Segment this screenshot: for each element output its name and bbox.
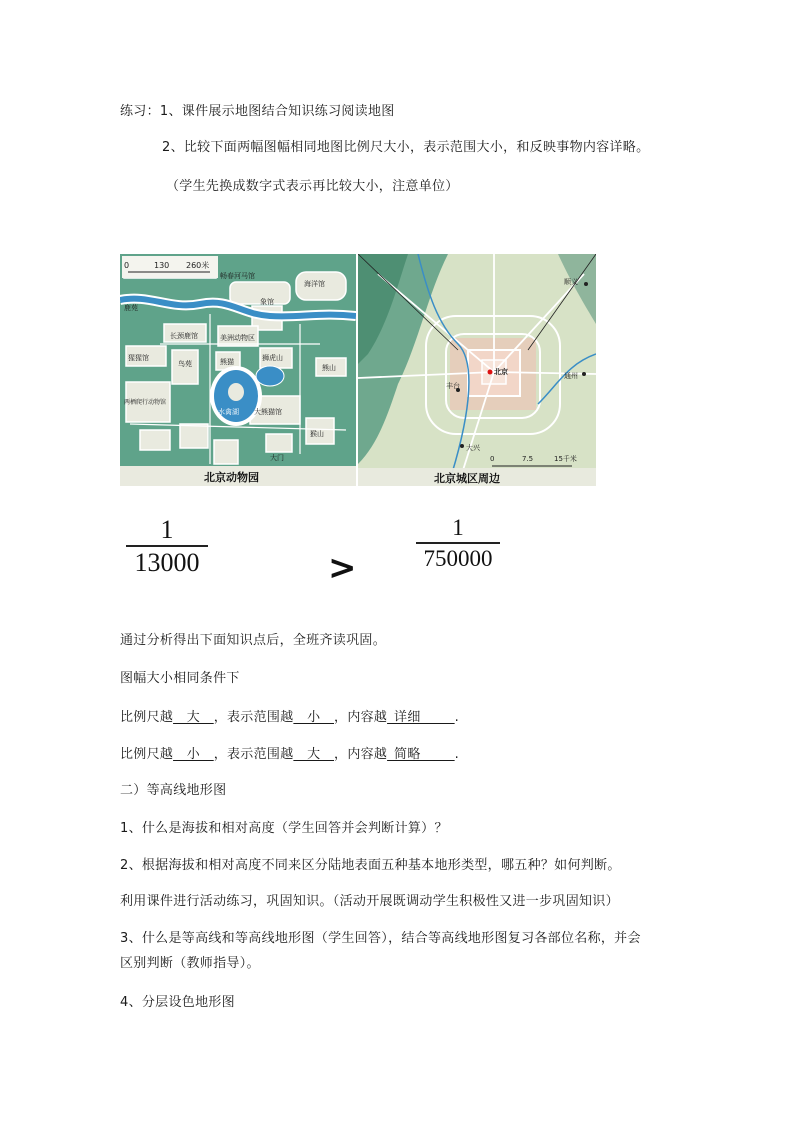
place-label: 顺义 xyxy=(564,278,578,286)
exercise-item-2: 2、比较下面两幅图幅相同地图比例尺大小，表示范围大小，和反映事物内容详略。 xyxy=(162,140,650,155)
place-label: 大兴 xyxy=(466,444,480,452)
place-label: 大门 xyxy=(270,454,284,462)
place-label: 通州 xyxy=(564,372,578,380)
place-label: 长颈鹿馆 xyxy=(170,332,198,340)
rule-text: . xyxy=(454,747,460,762)
place-label: 熊山 xyxy=(322,364,336,372)
numerator: 1 xyxy=(452,515,464,540)
rule-text: . xyxy=(454,710,460,725)
place-label: 鹿苑 xyxy=(124,304,138,312)
rule-text: 比例尺越 xyxy=(120,747,174,762)
place-label: 畅春河马馆 xyxy=(220,272,255,280)
map-caption: 北京动物园 xyxy=(204,471,259,484)
place-label: 象馆 xyxy=(260,298,274,306)
blank-answer: _详细_____ xyxy=(387,710,455,725)
place-label: 熊猫 xyxy=(220,358,234,366)
fraction-right xyxy=(416,514,500,574)
place-label: 两栖爬行动物馆 xyxy=(124,399,167,406)
exercise-note: （学生先换成数字式表示再比较大小，注意单位） xyxy=(166,179,459,194)
place-label: 丰台 xyxy=(446,382,460,390)
blank-answer: __大__ xyxy=(173,710,214,725)
place-label: 北京 xyxy=(494,368,508,376)
place-label: 猴山 xyxy=(310,430,324,438)
greater-than-sign: > xyxy=(328,548,357,588)
blank-answer: __小__ xyxy=(293,710,335,725)
section-heading: 二）等高线地形图 xyxy=(120,783,227,798)
rule-text: ，表示范围越 xyxy=(213,747,294,762)
place-label: 海洋馆 xyxy=(304,280,325,288)
question-1: 1、什么是海拔和相对高度（学生回答并会判断计算）？ xyxy=(120,821,448,836)
blank-answer: __大__ xyxy=(293,747,335,762)
scale-label: 0 xyxy=(124,261,130,270)
question-3: 3、什么是等高线和等高线地形图（学生回答），结合等高线地形图复习各部位名称，并会 xyxy=(120,931,641,946)
place-label: 狮虎山 xyxy=(262,354,283,362)
denominator: 750000 xyxy=(423,545,493,571)
numerator: 1 xyxy=(160,515,174,544)
question-2-activity: 利用课件进行活动练习，巩固知识。（活动开展既调动学生积极性又进一步巩固知识） xyxy=(120,894,619,909)
place-label: 大熊猫馆 xyxy=(254,408,282,416)
blank-answer: __小__ xyxy=(173,747,214,762)
rule-1 xyxy=(120,706,459,725)
rule-2 xyxy=(120,743,459,762)
rule-text: ，内容越 xyxy=(334,747,388,762)
beijing-city-map xyxy=(358,254,596,486)
place-label: 猩猩馆 xyxy=(128,354,149,362)
scale-label: 260米 xyxy=(186,261,210,270)
rule-text: ，表示范围越 xyxy=(213,710,294,725)
scale-label: 130 xyxy=(154,261,170,270)
denominator: 13000 xyxy=(134,547,200,577)
place-label: 美洲动物区 xyxy=(220,334,255,342)
scale-label: 7.5 xyxy=(522,455,534,463)
scale-label: 0 xyxy=(490,455,495,463)
place-label: 鸟苑 xyxy=(178,360,192,368)
beijing-zoo-map xyxy=(120,254,356,486)
question-3-cont: 区别判断（教师指导）。 xyxy=(120,956,260,971)
blank-answer: _简略_____ xyxy=(387,747,455,762)
map-caption: 北京城区周边 xyxy=(434,472,500,485)
fraction-left xyxy=(126,515,208,579)
question-2: 2、根据海拔和相对高度不同来区分陆地表面五种基本地形类型，哪五种？如何判断。 xyxy=(120,858,621,873)
rule-text: 比例尺越 xyxy=(120,710,174,725)
place-label: 水禽湖 xyxy=(218,408,239,416)
rule-text: ，内容越 xyxy=(334,710,388,725)
summary-intro: 通过分析得出下面知识点后，全班齐读巩固。 xyxy=(120,633,387,648)
exercise-title: 练习：1、课件展示地图结合知识练习阅读地图 xyxy=(120,104,395,119)
question-4: 4、分层设色地形图 xyxy=(120,995,235,1010)
summary-condition: 图幅大小相同条件下 xyxy=(120,671,240,686)
scale-label: 15千米 xyxy=(554,455,577,463)
